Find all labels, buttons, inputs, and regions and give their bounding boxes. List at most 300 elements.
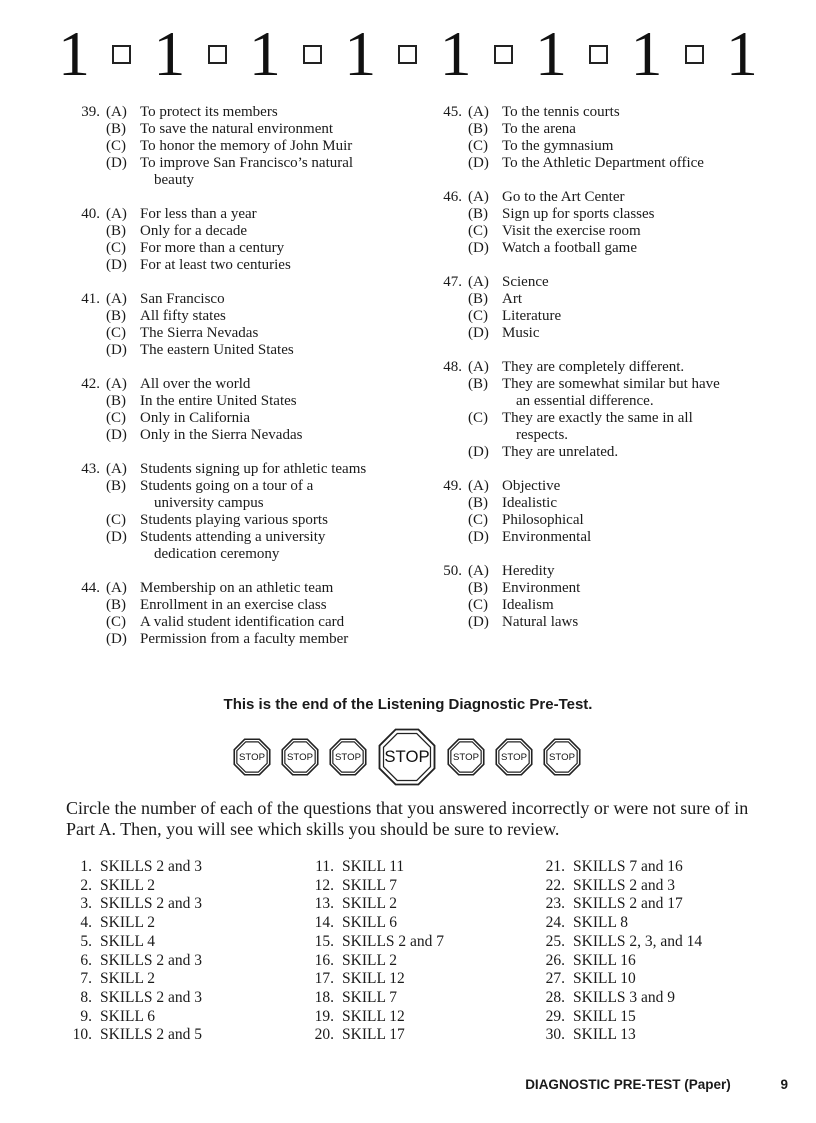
question-number: 50. [443, 563, 462, 579]
question-number: 26. [545, 951, 565, 969]
question-item [64, 206, 404, 274]
page-number: 9 [780, 1077, 788, 1092]
question-number: 8. [80, 988, 92, 1006]
stop-sign-label: STOP [501, 751, 527, 763]
skill-reference: SKILL 2 [342, 951, 397, 969]
option-text-line: To the tennis courts [502, 104, 620, 120]
option-letter: (A) [468, 478, 489, 494]
option-text-line: Students playing various sports [140, 512, 328, 528]
option-letter: (B) [106, 597, 126, 613]
answer-option [106, 512, 404, 529]
option-text-line: All over the world [140, 376, 251, 392]
answer-option [468, 444, 766, 461]
skill-row [535, 933, 765, 952]
option-letter: (C) [468, 308, 488, 324]
skill-reference: SKILL 8 [573, 914, 628, 932]
option-letter: (B) [106, 308, 126, 324]
banner-digit: 1 [153, 18, 186, 89]
question-number: 6. [80, 951, 92, 969]
answer-option [106, 223, 404, 240]
option-text [140, 597, 404, 614]
option-letter: (C) [106, 325, 126, 341]
option-letter: (B) [106, 223, 126, 239]
option-letter: (C) [106, 138, 126, 154]
question-number: 29. [545, 1007, 565, 1025]
option-text [502, 189, 766, 206]
answer-option [468, 206, 766, 223]
stop-sign-label: STOP [549, 751, 575, 763]
banner-box-icon [303, 45, 322, 64]
answer-option [106, 257, 404, 274]
answer-option [106, 121, 404, 138]
skill-row [62, 858, 292, 877]
skill-row [62, 933, 292, 952]
answer-options [468, 359, 766, 461]
option-text-line: Objective [502, 478, 561, 494]
option-text [502, 410, 766, 444]
option-text [502, 495, 766, 512]
skill-reference: SKILL 4 [100, 932, 155, 950]
option-text-line: To honor the memory of John Muir [140, 138, 353, 154]
question-number: 21. [545, 858, 565, 875]
skill-reference: SKILLS 3 and 9 [573, 988, 676, 1006]
option-letter: (B) [106, 478, 126, 494]
answer-option [468, 291, 766, 308]
option-letter: (D) [106, 529, 127, 545]
option-text [140, 376, 404, 393]
banner-digit: 1 [439, 18, 472, 89]
option-text [140, 580, 404, 597]
question-number: 13. [314, 895, 334, 913]
option-text [140, 614, 404, 631]
option-letter: (C) [468, 597, 488, 613]
option-text-line: For at least two centuries [140, 257, 291, 273]
option-letter: (A) [468, 274, 489, 290]
banner-digit: 1 [344, 18, 377, 89]
answer-options [106, 580, 404, 648]
option-text [140, 291, 404, 308]
option-text-line: To the arena [502, 121, 576, 137]
option-text [140, 308, 404, 325]
stop-sign-icon [494, 737, 534, 777]
question-number: 10. [72, 1026, 92, 1044]
skill-reference: SKILLS 2, 3, and 14 [573, 932, 703, 950]
option-text [502, 206, 766, 223]
skill-row [62, 914, 292, 933]
skill-row [535, 914, 765, 933]
answer-options [106, 206, 404, 274]
skill-row [304, 952, 534, 971]
skill-reference: SKILLS 2 and 3 [100, 951, 203, 969]
question-number: 16. [314, 951, 334, 969]
question-number: 49. [443, 478, 462, 494]
option-text [502, 240, 766, 257]
skill-row [304, 914, 534, 933]
option-text [502, 376, 766, 410]
answer-options [468, 478, 766, 546]
answer-option [468, 189, 766, 206]
option-letter: (A) [106, 376, 127, 392]
skill-reference: SKILLS 2 and 3 [100, 895, 203, 913]
option-letter: (A) [106, 580, 127, 596]
option-text-line: They are unrelated. [502, 444, 619, 460]
option-text-line: dedication ceremony [154, 546, 280, 562]
skill-reference: SKILLS 2 and 17 [573, 895, 683, 913]
option-text [140, 104, 404, 121]
option-text [502, 512, 766, 529]
skill-reference: SKILL 7 [342, 988, 397, 1006]
skill-row [62, 970, 292, 989]
banner-box-icon [589, 45, 608, 64]
skill-row [304, 989, 534, 1008]
answer-option [106, 478, 404, 512]
skill-reference: SKILL 11 [342, 858, 405, 875]
option-text-line: Literature [502, 308, 562, 324]
option-text [140, 325, 404, 342]
answer-option [468, 563, 766, 580]
question-number: 23. [545, 895, 565, 913]
answer-option [106, 155, 404, 189]
question-item [64, 376, 404, 444]
option-text [140, 393, 404, 410]
option-text [502, 597, 766, 614]
option-letter: (C) [468, 410, 488, 426]
skill-row [304, 970, 534, 989]
answer-options [106, 461, 404, 563]
option-text-line: They are somewhat similar but have [502, 376, 720, 392]
answer-options [468, 189, 766, 257]
option-text [140, 342, 404, 359]
option-text [140, 410, 404, 427]
banner-digit: 1 [248, 18, 281, 89]
banner-box-icon [494, 45, 513, 64]
answer-option [106, 376, 404, 393]
option-text [140, 529, 404, 563]
question-number: 4. [80, 914, 92, 932]
option-text [140, 512, 404, 529]
answer-option [468, 325, 766, 342]
answer-option [106, 427, 404, 444]
answer-option [468, 240, 766, 257]
skill-reference: SKILL 17 [342, 1026, 405, 1044]
end-of-test-notice: This is the end of the Listening Diagnostic Pre-Test. [223, 696, 593, 713]
option-text-line: Go to the Art Center [502, 189, 625, 205]
stop-sign-icon [328, 737, 368, 777]
stop-sign-label: STOP [335, 751, 361, 763]
option-text [502, 155, 766, 172]
option-text-line: To improve San Francisco’s natural [140, 155, 354, 171]
skill-row [62, 1026, 292, 1045]
section-banner [58, 18, 758, 89]
option-text-line: A valid student identification card [140, 614, 345, 630]
answer-option [468, 495, 766, 512]
answer-option [106, 308, 404, 325]
question-number: 11. [315, 858, 334, 875]
answer-option [106, 291, 404, 308]
page-footer [0, 1077, 788, 1092]
question-number: 42. [81, 376, 100, 392]
option-text-line: Only for a decade [140, 223, 248, 239]
answer-option [468, 223, 766, 240]
stop-signs-row [232, 725, 582, 789]
option-text [140, 206, 404, 223]
option-text-line: an essential difference. [516, 393, 654, 409]
option-text-line: For less than a year [140, 206, 257, 222]
skill-row [535, 895, 765, 914]
answer-options [106, 104, 404, 189]
skill-reference: SKILLS 2 and 5 [100, 1026, 203, 1044]
option-letter: (A) [468, 189, 489, 205]
answer-option [106, 104, 404, 121]
stop-sign-icon [542, 737, 582, 777]
option-text [502, 614, 766, 631]
skill-row [304, 1008, 534, 1027]
option-text-line: Music [502, 325, 540, 341]
option-letter: (D) [106, 631, 127, 647]
question-number: 12. [314, 876, 334, 894]
answer-option [468, 155, 766, 172]
banner-digit: 1 [630, 18, 663, 89]
option-text-line: Students signing up for athletic teams [140, 461, 367, 477]
question-number: 5. [80, 932, 92, 950]
option-letter: (D) [468, 529, 489, 545]
option-letter: (B) [468, 206, 488, 222]
option-letter: (B) [106, 121, 126, 137]
option-letter: (B) [468, 376, 488, 392]
option-text [140, 427, 404, 444]
question-item [426, 563, 766, 631]
footer-section-title: DIAGNOSTIC PRE-TEST (Paper) [525, 1077, 731, 1092]
answer-option [106, 614, 404, 631]
option-text [502, 580, 766, 597]
option-text-line: They are completely different. [502, 359, 685, 375]
skill-reference: SKILL 6 [100, 1007, 155, 1025]
option-text [140, 138, 404, 155]
option-text-line: Philosophical [502, 512, 584, 528]
answer-option [106, 342, 404, 359]
skill-reference: SKILL 2 [342, 895, 397, 913]
banner-digit: 1 [725, 18, 758, 89]
option-text [140, 155, 404, 189]
review-instructions: Circle the number of each of the questions that you answered incorrectly or were not sure of in Part A. Then, you will see which skills you should be sure to review. [66, 798, 749, 839]
option-text-line: Sign up for sports classes [502, 206, 655, 222]
stop-sign-icon [280, 737, 320, 777]
question-number: 3. [80, 895, 92, 913]
option-text [140, 631, 404, 648]
skill-row [535, 1026, 765, 1045]
skill-reference: SKILL 7 [342, 876, 397, 894]
skill-reference: SKILL 6 [342, 914, 397, 932]
answer-option [468, 104, 766, 121]
answer-option [106, 580, 404, 597]
question-number: 46. [443, 189, 462, 205]
skill-row [535, 970, 765, 989]
answer-option [106, 597, 404, 614]
option-text [140, 478, 404, 512]
skill-row [62, 989, 292, 1008]
question-item [426, 104, 766, 172]
option-text [502, 104, 766, 121]
answer-option [106, 206, 404, 223]
option-text-line: Natural laws [502, 614, 579, 630]
answer-option [468, 121, 766, 138]
skill-row [304, 933, 534, 952]
question-number: 17. [314, 970, 334, 988]
option-letter: (D) [468, 240, 489, 256]
question-number: 9. [80, 1007, 92, 1025]
option-text-line: To protect its members [140, 104, 278, 120]
skill-row [535, 1008, 765, 1027]
answer-option [468, 478, 766, 495]
skill-row [62, 952, 292, 971]
option-letter: (B) [468, 580, 488, 596]
option-text-line: Environmental [502, 529, 592, 545]
question-number: 1. [80, 858, 92, 875]
option-text-line: In the entire United States [140, 393, 297, 409]
option-text [140, 121, 404, 138]
option-text [502, 563, 766, 580]
banner-box-icon [208, 45, 227, 64]
question-item [426, 274, 766, 342]
option-text-line: Membership on an athletic team [140, 580, 334, 596]
question-number: 22. [545, 876, 565, 894]
answer-option [468, 410, 766, 444]
option-text-line: Idealism [502, 597, 554, 613]
answer-options [468, 274, 766, 342]
option-text [502, 444, 766, 461]
skill-row [304, 1026, 534, 1045]
question-item [426, 359, 766, 461]
option-letter: (C) [106, 614, 126, 630]
skills-column-2 [304, 858, 534, 1045]
skill-reference: SKILLS 2 and 3 [573, 876, 676, 894]
banner-box-icon [112, 45, 131, 64]
question-item [64, 291, 404, 359]
skill-row [535, 952, 765, 971]
stop-sign-icon [232, 737, 272, 777]
option-text [502, 291, 766, 308]
option-letter: (C) [468, 223, 488, 239]
option-text-line: Only in California [140, 410, 250, 426]
banner-digit: 1 [58, 18, 90, 89]
answer-option [468, 274, 766, 291]
question-number: 7. [80, 970, 92, 988]
answer-option [106, 410, 404, 427]
option-letter: (B) [106, 393, 126, 409]
answer-option [106, 529, 404, 563]
skill-row [304, 858, 534, 877]
option-text [502, 478, 766, 495]
question-number: 25. [545, 932, 565, 950]
option-text-line: Art [502, 291, 522, 307]
question-number: 24. [545, 914, 565, 932]
option-letter: (C) [106, 512, 126, 528]
option-text-line: To save the natural environment [140, 121, 334, 137]
question-number: 28. [545, 988, 565, 1006]
answer-options [106, 291, 404, 359]
option-text-line: Environment [502, 580, 581, 596]
option-text [140, 223, 404, 240]
option-letter: (C) [106, 410, 126, 426]
option-letter: (D) [106, 257, 127, 273]
option-text-line: To the Athletic Department office [502, 155, 704, 171]
skill-reference: SKILL 16 [573, 951, 636, 969]
question-number: 39. [81, 104, 100, 120]
question-number: 48. [443, 359, 462, 375]
answer-option [106, 325, 404, 342]
banner-digit: 1 [535, 18, 568, 89]
question-item [64, 461, 404, 563]
option-letter: (A) [468, 359, 489, 375]
skill-reference: SKILLS 2 and 7 [342, 932, 445, 950]
option-letter: (B) [468, 121, 488, 137]
question-item [64, 580, 404, 648]
question-number: 43. [81, 461, 100, 477]
option-letter: (A) [468, 104, 489, 120]
skill-reference: SKILLS 2 and 3 [100, 858, 203, 875]
option-text-line: Only in the Sierra Nevadas [140, 427, 303, 443]
stop-sign-label: STOP [287, 751, 313, 763]
question-number: 41. [81, 291, 100, 307]
stop-sign-icon [376, 726, 438, 788]
answer-option [468, 597, 766, 614]
option-letter: (A) [106, 291, 127, 307]
question-number: 2. [80, 876, 92, 894]
question-item [64, 104, 404, 189]
skill-row [535, 989, 765, 1008]
option-letter: (C) [106, 240, 126, 256]
option-text-line: Students attending a university [140, 529, 326, 545]
option-letter: (C) [468, 512, 488, 528]
skill-row [304, 895, 534, 914]
option-text [502, 325, 766, 342]
question-number: 40. [81, 206, 100, 222]
option-text-line: To the gymnasium [502, 138, 614, 154]
answer-options [468, 104, 766, 172]
skill-reference: SKILL 13 [573, 1026, 636, 1044]
option-text-line: university campus [154, 495, 264, 511]
questions-left-column [64, 104, 404, 665]
stop-sign-label: STOP [453, 751, 479, 763]
question-number: 18. [314, 988, 334, 1006]
question-number: 44. [81, 580, 100, 596]
option-text-line: They are exactly the same in all [502, 410, 693, 426]
skill-reference: SKILL 2 [100, 876, 155, 894]
option-letter: (D) [106, 155, 127, 171]
question-number: 19. [314, 1007, 334, 1025]
answer-option [106, 240, 404, 257]
stop-sign-icon [446, 737, 486, 777]
banner-box-icon [685, 45, 704, 64]
option-letter: (D) [106, 427, 127, 443]
option-text [140, 461, 404, 478]
skill-reference: SKILL 12 [342, 1007, 405, 1025]
option-letter: (B) [468, 291, 488, 307]
answer-option [106, 393, 404, 410]
answer-option [468, 376, 766, 410]
option-text-line: Visit the exercise room [502, 223, 641, 239]
answer-option [468, 359, 766, 376]
skill-reference: SKILLS 2 and 3 [100, 988, 203, 1006]
skill-reference: SKILL 2 [100, 970, 155, 988]
option-text-line: respects. [516, 427, 569, 443]
answer-option [106, 461, 404, 478]
skill-row [304, 877, 534, 896]
option-text [140, 257, 404, 274]
skill-reference: SKILLS 7 and 16 [573, 858, 683, 875]
answer-option [106, 138, 404, 155]
option-text-line: Students going on a tour of a [140, 478, 314, 494]
